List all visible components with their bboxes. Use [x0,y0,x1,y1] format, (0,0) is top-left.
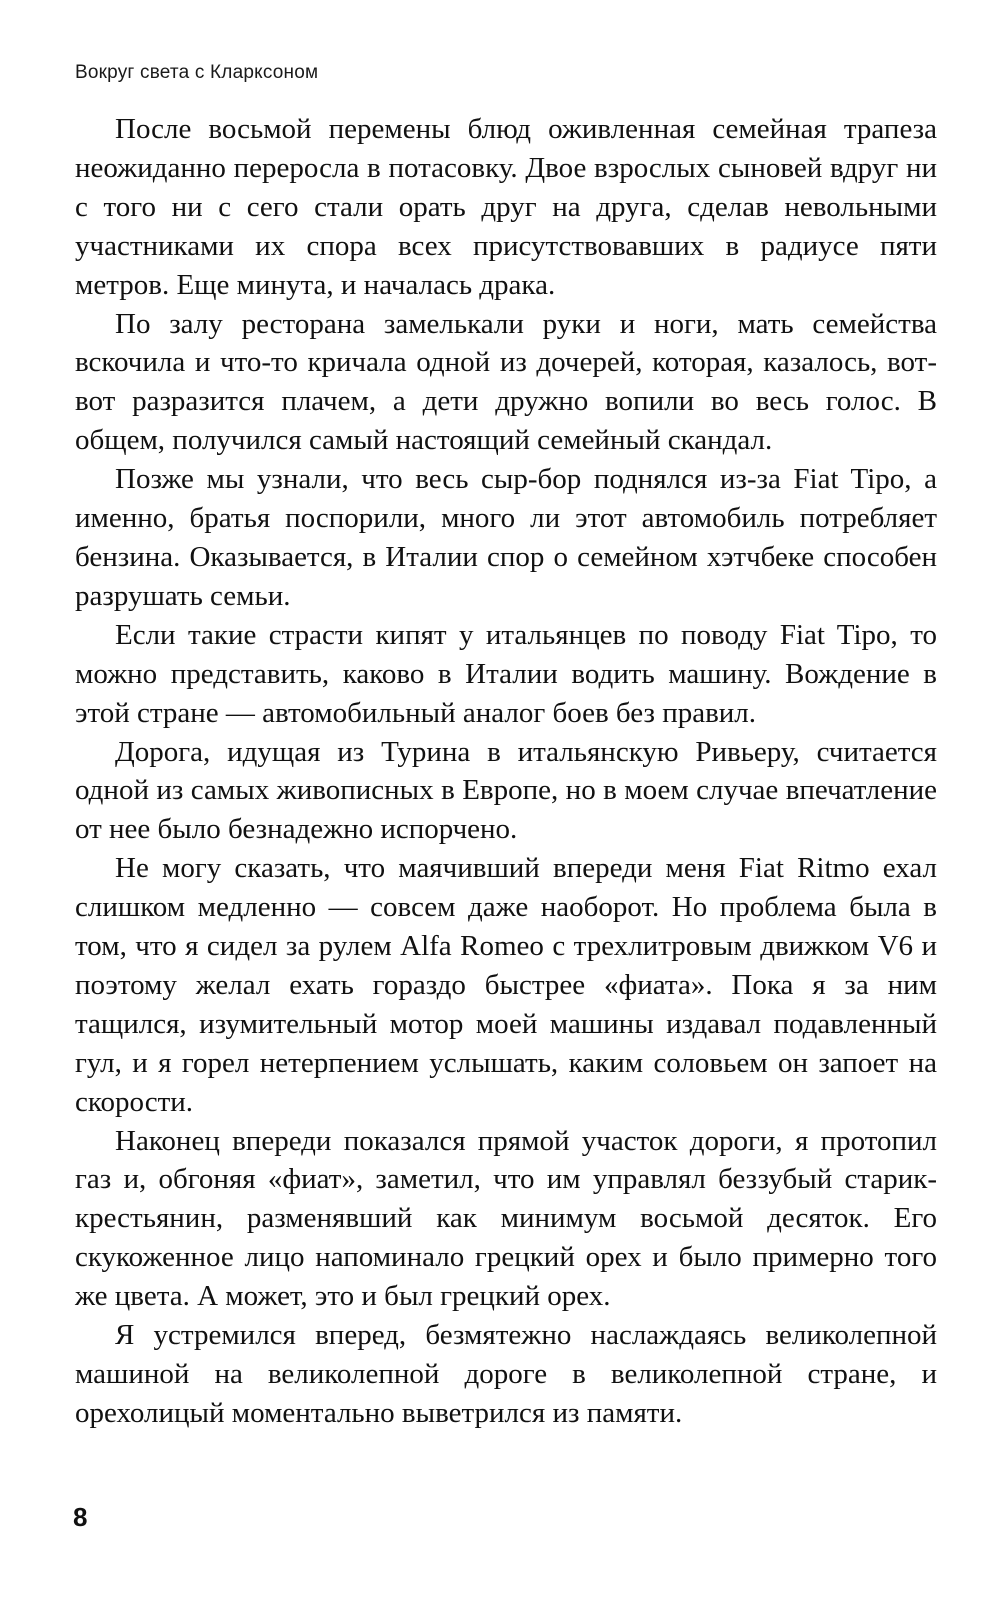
paragraph: Наконец впереди показался прямой участок дороги, я протопил газ и, обгоняя «фиат», заметил, что им управлял беззубый старик-крестьянин, разменявший как минимум восьмой десяток. Его скукоженное лицо напоминало грецкий орех и было примерно того же цвета. А может, это и был грецкий орех. [75,1124,937,1313]
body-text [75,110,937,1433]
paragraph: Позже мы узнали, что весь сыр-бор поднялся из-за Fiat Tipo, а именно, братья поспорили, много ли этот автомобиль потребляет бензина. Оказывается, в Италии спор о семейном хэтчбеке способен разрушать семьи. [75,463,937,612]
paragraph: По залу ресторана замелькали руки и ноги, мать семейства вскочила и что-то кричала одной из дочерей, которая, казалось, вот-вот разразится плачем, а дети дружно вопили во весь голос. В общем, получился самый настоящий семейный скандал. [75,307,937,457]
paragraph: После восьмой перемены блюд оживленная семейная трапеза неожиданно переросла в потасовку. Двое взрослых сыновей вдруг ни с того ни с сего стали орать друг на друга, сделав невольными участниками их спора всех присутствовавших в радиусе пяти метров. Еще минута, и началась драка. [75,113,937,301]
paragraph: Не могу сказать, что маячивший впереди меня Fiat Ritmo ехал слишком медленно — совсем даже наоборот. Но проблема была в том, что я сидел за рулем Alfa Romeo с трехлитровым движком V6 и поэтому желал ехать гораздо быстрее «фиата». Пока я за ним тащился, изумительный мотор моей машины издавал подавленный гул, и я горел нетерпением услышать, каким соловьем он запоет на скорости. [75,852,937,1118]
page-number: 8 [73,1502,88,1532]
paragraph: Дорога, идущая из Турина в итальянскую Ривьеру, считается одной из самых живописных в Европе, но в моем случае впечатление от нее было безнадежно испорчено. [75,735,937,846]
running-header: Вокруг света с Кларксоном [75,62,319,83]
paragraph: Если такие страсти кипят у итальянцев по поводу Fiat Tipo, то можно представить, каково в Италии водить машину. Вождение в этой стране — автомобильный аналог боев без правил. [75,618,937,729]
paragraph: Я устремился вперед, безмятежно наслаждаясь великолепной машиной на великолепной дороге в великолепной стране, и орехолицый моментально выветрился из памяти. [75,1319,937,1429]
